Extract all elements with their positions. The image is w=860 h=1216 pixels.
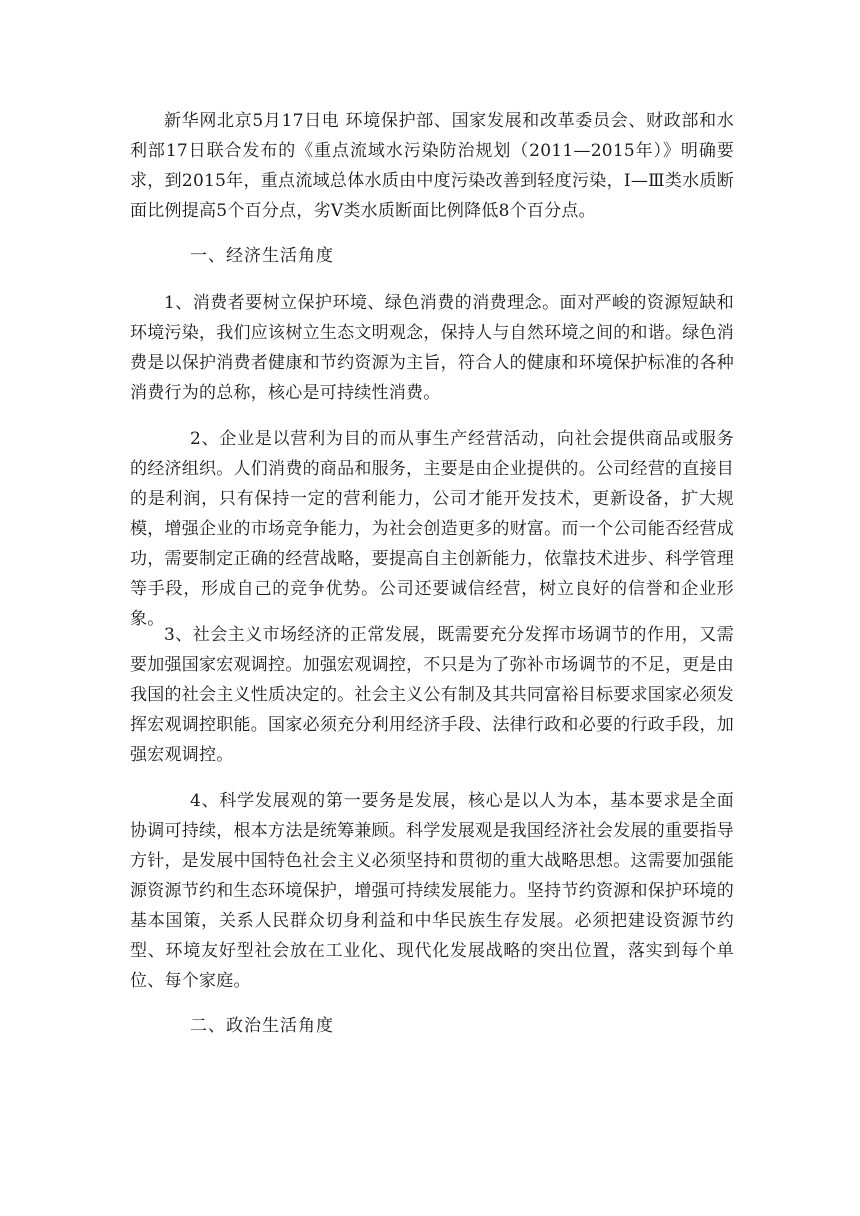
intro-paragraph: 新华网北京5月17日电 环境保护部、国家发展和改革委员会、财政部和水利部17日联合发布的《重点流域水污染防治规划（2011—2015年）》明确要求，到2015年，重点流域总体水质由中度污染改善到轻度污染，Ⅰ—Ⅲ类水质断面比例提高5个百分点，劣Ⅴ类水质断面比例降低8个百分点。 (130, 111, 734, 221)
paragraph-item-1: 1、消费者要树立保护环境、绿色消费的消费理念。面对严峻的资源短缺和环境污染，我们应该树立生态文明观念，保持人与自然环境之间的和谐。绿色消费是以保护消费者健康和节约资源为主旨，符合人的健康和环境保护标准的各种消费行为的总称，核心是可持续性消费。 (130, 293, 734, 403)
paragraph-item-4: 4、科学发展观的第一要务是发展，核心是以人为本，基本要求是全面协调可持续，根本方法是统筹兼顾。科学发展观是我国经济社会发展的重要指导方针，是发展中国特色社会主义必须坚持和贯彻的重大战略思想。这需要加强能源资源节约和生态环境保护，增强可持续发展能力。坚持节约资源和保护环境的基本国策，关系人民群众切身利益和中华民族生存发展。必须把建设资源节约型、环境友好型社会放在工业化、现代化发展战略的突出位置，落实到每个单位、每个家庭。 (130, 791, 734, 991)
paragraph-item-2: 2、企业是以营利为目的而从事生产经营活动，向社会提供商品或服务的经济组织。人们消费的商品和服务，主要是由企业提供的。公司经营的直接目的是利润，只有保持一定的营利能力，公司才能开发技术，更新设备，扩大规模，增强企业的市场竞争能力，为社会创造更多的财富。而一个公司能否经营成功，需要制定正确的经营战略，要提高自主创新能力，依靠技术进步、科学管理等手段，形成自己的竞争优势。公司还要诚信经营，树立良好的信誉和企业形象。 (130, 429, 734, 629)
section-heading-political: 二、政治生活角度 (190, 1016, 334, 1036)
section-heading-economic: 一、经济生活角度 (190, 246, 334, 266)
paragraph-item-3: 3、社会主义市场经济的正常发展，既需要充分发挥市场调节的作用，又需要加强国家宏观调控。加强宏观调控，不只是为了弥补市场调节的不足，更是由我国的社会主义性质决定的。社会主义公有制及其共同富裕目标要求国家必须发挥宏观调控职能。国家必须充分利用经济手段、法律行政和必要的行政手段，加强宏观调控。 (130, 625, 734, 765)
